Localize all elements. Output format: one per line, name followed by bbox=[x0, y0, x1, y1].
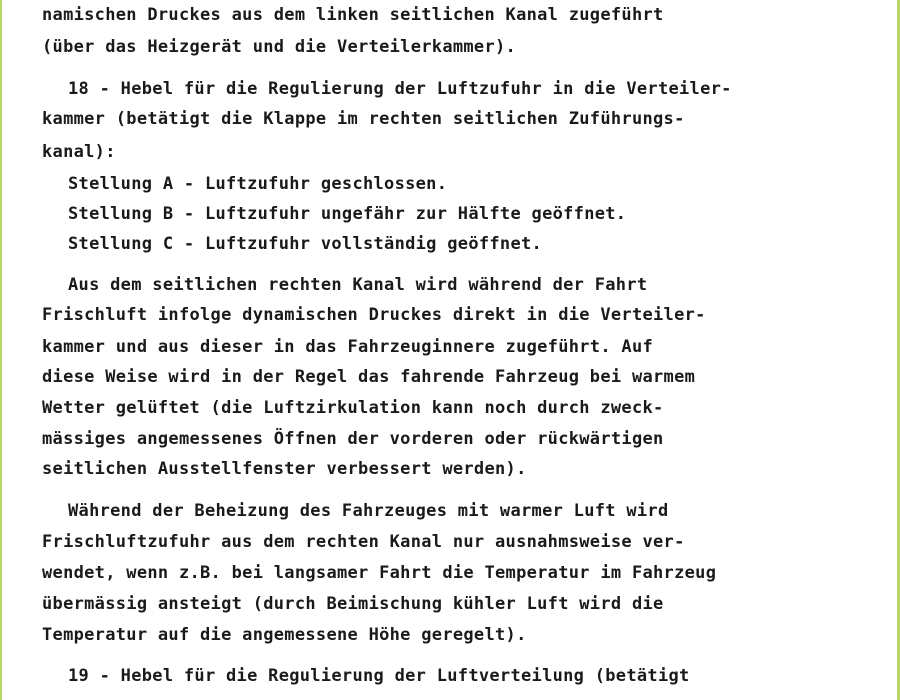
text-line: (über das Heizgerät und die Verteilerkammer). bbox=[42, 37, 517, 57]
text-line: Stellung A - Luftzufuhr geschlossen. bbox=[68, 174, 448, 194]
text-line: Frischluftzufuhr aus dem rechten Kanal nur ausnahmsweise ver- bbox=[42, 532, 685, 552]
text-line: seitlichen Ausstellfenster verbessert werden). bbox=[42, 459, 527, 479]
text-line: 19 - Hebel für die Regulierung der Luftverteilung (betätigt bbox=[68, 666, 690, 686]
text-line: kammer und aus dieser in das Fahrzeuginnere zugeführt. Auf bbox=[42, 337, 654, 357]
text-line: übermässig ansteigt (durch Beimischung kühler Luft wird die bbox=[42, 594, 664, 614]
text-line: namischen Druckes aus dem linken seitlichen Kanal zugeführt bbox=[42, 5, 664, 25]
text-line: diese Weise wird in der Regel das fahrende Fahrzeug bei warmem bbox=[42, 367, 696, 387]
text-line: kanal): bbox=[42, 142, 116, 162]
text-line: wendet, wenn z.B. bei langsamer Fahrt die Temperatur im Fahrzeug bbox=[42, 563, 717, 583]
text-line: Während der Beheizung des Fahrzeuges mit warmer Luft wird bbox=[68, 501, 669, 521]
text-line: 18 - Hebel für die Regulierung der Luftzufuhr in die Verteiler- bbox=[68, 79, 732, 99]
text-line: Stellung B - Luftzufuhr ungefähr zur Hälfte geöffnet. bbox=[68, 204, 627, 224]
text-line: Stellung C - Luftzufuhr vollständig geöffnet. bbox=[68, 234, 543, 254]
text-line: kammer (betätigt die Klappe im rechten seitlichen Zuführungs- bbox=[42, 109, 685, 129]
text-line: mässiges angemessenes Öffnen der vorderen oder rückwärtigen bbox=[42, 429, 664, 449]
text-line: Frischluft infolge dynamischen Druckes direkt in die Verteiler- bbox=[42, 305, 706, 325]
text-line: Aus dem seitlichen rechten Kanal wird während der Fahrt bbox=[68, 275, 648, 295]
text-line: Wetter gelüftet (die Luftzirkulation kann noch durch zweck- bbox=[42, 398, 664, 418]
text-line: Temperatur auf die angemessene Höhe geregelt). bbox=[42, 625, 527, 645]
